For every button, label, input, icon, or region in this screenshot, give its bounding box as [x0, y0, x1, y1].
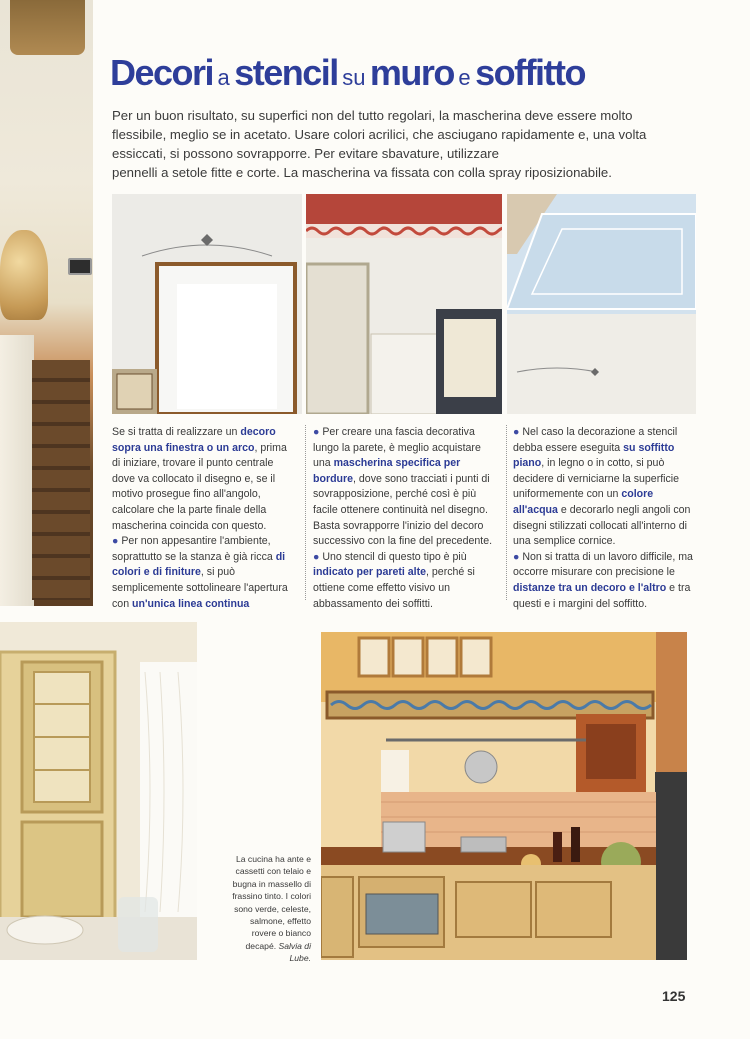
title-word: muro: [369, 52, 454, 93]
body-text: , si può semplicemente sottolineare l'apertura con: [112, 566, 288, 610]
sculpture-bust: [0, 230, 48, 320]
photo-kitchen: [321, 632, 687, 960]
body-text: Per creare una fascia decorativa lungo la parete, è meglio acquistare una: [313, 426, 481, 470]
body-text: Non si tratta di un lavoro difficile, ma occorre misurare con precisione le: [513, 550, 693, 579]
window-illustration: [112, 194, 302, 414]
bullet-icon: ●: [513, 550, 520, 563]
bullet-icon: ●: [313, 426, 320, 438]
bullet-icon: ●: [112, 535, 119, 548]
title-word: e: [458, 65, 471, 90]
wooden-door-panel: [32, 360, 90, 600]
title-word: Decori: [110, 52, 214, 93]
cabinet-illustration: [0, 622, 197, 960]
text-column-3: [513, 425, 696, 612]
title-word: a: [217, 65, 230, 90]
title-word: soffitto: [475, 52, 586, 93]
page-title: [110, 52, 710, 96]
light-switch: [68, 258, 92, 275]
ceiling-illustration: [507, 194, 696, 414]
body-text: Per non appesantire l'ambiente, soprattutto se la stanza è già ricca: [112, 535, 276, 563]
intro-line: Per un buon risultato, su superfici non del tutto regolari, la mascherina deve essere molto: [112, 108, 633, 123]
text-column-2: [313, 425, 501, 612]
kitchen-illustration: [321, 632, 687, 960]
photo-window-stencil: [112, 194, 302, 414]
emphasis-text: distanze tra un decoro e l'altro: [513, 581, 667, 594]
intro-line: pennelli a setole fitte e corte. La mascherina va fissata con colla spray riposizionabile.: [112, 165, 612, 180]
column-separator: [305, 425, 306, 600]
text-column-1: [112, 425, 298, 612]
emphasis-text: indicato per pareti alte: [313, 566, 427, 579]
title-word: su: [342, 65, 366, 90]
bullet-icon: ●: [513, 426, 520, 438]
title-word: stencil: [234, 52, 338, 93]
body-text: , dove sono tracciati i punti di sovrapposizione, perché così è più facile ottenere continuità nel disegno. Basta sovrapporre l'inizio del decoro successivo con la fine del precedente.: [313, 472, 493, 548]
body-text: Se si tratta di realizzare un: [112, 426, 241, 438]
photo-kitchen-cabinet: [0, 622, 197, 960]
intro-line: flessibile, meglio se in acetato. Usare colori acrilici, che asciugano rapidamente e, una volta: [112, 127, 647, 142]
left-photo-strip: [0, 0, 93, 606]
emphasis-text: di colori e di finiture: [112, 550, 286, 579]
photo-caption: [228, 853, 311, 965]
caption-credit: Salvia di Lube.: [278, 940, 311, 964]
intro-paragraph: [112, 106, 702, 182]
intro-line: essiccati, si possono sovrapporre. Per evitare sbavature, utilizzare: [112, 146, 500, 161]
emphasis-text: colore all'acqua: [513, 488, 654, 516]
photo-border-stencil: [306, 194, 502, 414]
body-text: e decorarlo negli angoli con disegni stilizzati collocati all'interno di una semplice cornice.: [513, 503, 691, 548]
body-text: , in legno o in cotto, si può decidere di verniciarne la superficie uniformemente con un: [513, 457, 680, 501]
caption-text: La cucina ha ante e cassetti con telaio e bugna in massello di frassino tinto. I colori sono verde, celeste, salmone, effetto rovere o bianco decapé.: [232, 854, 311, 951]
ceiling-beam: [10, 0, 85, 55]
body-text: , perché si ottiene come effetto visivo un abbassamento dei soffitti.: [313, 566, 475, 610]
photo-ceiling-stencil: [507, 194, 696, 414]
body-text: Nel caso la decorazione a stencil debba essere eseguita: [513, 426, 678, 454]
body-text: Uno stencil di questo tipo è più: [322, 550, 467, 563]
emphasis-text: un'unica linea continua: [132, 597, 250, 610]
body-text: , prima di iniziare, trovare il punto centrale dove va collocato il disegno e, se il motivo prosegue fino all'angolo, calcolare che la parte finale della mascherina coincida con questo.: [112, 441, 287, 532]
bullet-icon: ●: [313, 550, 320, 563]
white-column: [0, 335, 34, 606]
emphasis-text: su soffitto piano: [513, 441, 675, 470]
emphasis-text: decoro sopra una finestra o un arco: [112, 426, 276, 454]
page-number: 125: [662, 988, 686, 1004]
border-illustration: [306, 194, 502, 414]
body-text: e tra questi e i margini del soffitto.: [513, 581, 691, 610]
emphasis-text: mascherina specifica per bordure: [313, 457, 461, 485]
column-separator: [506, 425, 507, 600]
